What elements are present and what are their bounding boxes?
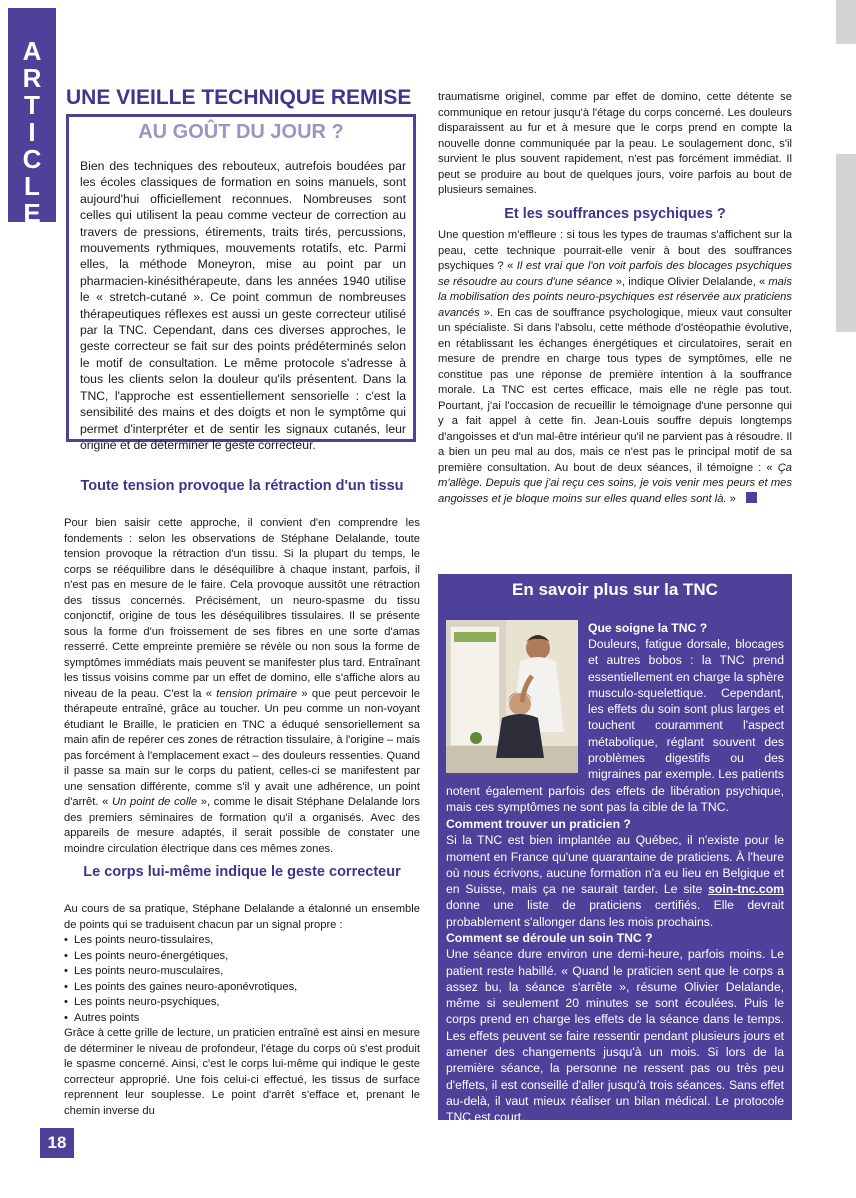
sidebar-q3-block (446, 930, 784, 1126)
article-subtitle: AU GOÛT DU JOUR ? (138, 121, 344, 143)
list-item: • Les points neuro-musculaires, (64, 964, 420, 980)
section-body-tension: Pour bien saisir cette approche, il convient d'en comprendre les fondements : selon les observations de Stéphane Delalande, toute tension provoque la rétraction d'un tissu. Si la plupart du temps, le corps se rééquilibre dans le déséquilibre à chaque instant, parfois, il n'est pas en mesure de le faire. Cela provoque aussitôt une rétraction des tissus concernés. Précisément, un neuro-spasme du tissu conjonctif, origine de tous les déséquilibres tissulaires. Il se présente sous la forme d'un froissement de ses fibres en une sorte d'amas resserré. Cette empreinte première se révèle ou non sous la forme de symptômes immédiats mais peuvent se manifester plus tard. Entraînant les tissus voisins comme par un effet de domino, elle s'affiche alors au niveau de la peau. C'est la « tension primaire » que peut percevoir le thérapeute entraîné, grâce au toucher. Un peu comme un non-voyant étudiant le Braille, le praticien en TNC a éduqué sensoriellement sa main afin de repérer ces zones de rétraction tissulaire, à l'origine – mais pas forcément à l'emplacement exact – des douleurs ressenties. Quand il passe sa main sur le corps du patient, celles-ci se manifestent par une sensation différente, comme s'il y avait une adhérence, un point d'arrêt. « Un point de colle », comme le disait Stéphane Delalande lors des premiers séminaires de formation qu'il a organisés. Avec des appareils de mesure adaptés, il serait possible de constater une moindre circulation électrique dans ces mêmes zones. (64, 517, 420, 855)
list-item: • Les points neuro-énergétiques, (64, 949, 420, 965)
side-tab-letter: L (24, 171, 40, 201)
points-list (64, 933, 420, 1026)
side-tab-letter: A (22, 36, 42, 66)
article-title: UNE VIEILLE TECHNIQUE REMISE (66, 86, 412, 109)
sidebar-q1-block (588, 620, 784, 636)
sidebar-answer-1: Douleurs, fatigue dorsale, blocages et autres bobos : la TNC prend essentiellement en charge la sphère musculo-squelettique. Cependant, les effets du soin sont plus larges et touchent couramment l'aspect métabolique, réglant souvent des problèmes digestifs ou des migraines par exemple. Les patients notent également parfois des effets de libération psychique, mais ces symptômes ne sont pas la cible de la TNC. (446, 637, 784, 814)
list-item: • Les points neuro-tissulaires, (64, 933, 420, 949)
sidebar-title: En savoir plus sur la TNC (512, 580, 718, 599)
end-of-article-square-icon (746, 492, 757, 503)
list-item: • Autres points (64, 1011, 420, 1027)
sidebar-question-2: Comment trouver un praticien ? (446, 817, 631, 831)
section-heading-psychiques: Et les souffrances psychiques ? (504, 206, 726, 222)
intro-paragraph: Bien des techniques des rebouteux, autrefois boudées par les écoles classiques de formation en soins manuels, sont aujourd'hui officiellement reconnues. Nombreuses sont celles qui utilisent la peau comme vecteur de correction au travers de pressions, étirements, traits tirés, percussions, mouvements rythmiques, mouvements rotatifs, etc. Parmi elles, la méthode Moneyron, mise au point par un pharmacien-kinésithérapeute, dans les années 1940 utilise le « stretch-cutané ». Ce point commun de nombreuses thérapeutiques réflexes est aussi un geste correcteur utilisé par la TNC. Cependant, dans ces diverses approches, le geste correcteur se fait sur des points prédéterminés selon le motif de consultation. Le même protocole s'adresse à tous les clients selon la douleur qu'ils présentent. Dans la TNC, l'approche est essentiellement sensorielle : c'est la sensibilité des mains et des doigts et non le symptôme qui permet d'interpréter et de sentir les signaux cutanés, leur origine et de déterminer le geste correcteur. (80, 159, 406, 452)
side-tab-letter: C (22, 144, 42, 174)
side-tab-letter: T (24, 90, 40, 120)
page-edge-bar-top (836, 0, 856, 44)
side-tab-letter: R (22, 63, 42, 93)
side-tab-letter: I (28, 117, 36, 147)
section-heading-tension: Toute tension provoque la rétraction d'un tissu (80, 478, 404, 494)
side-tab-letter: E (23, 198, 41, 228)
article-side-tab (8, 8, 56, 228)
list-item: • Les points des gaines neuro-aponévrotiques, (64, 980, 420, 996)
sidebar-question-1: Que soigne la TNC ? (588, 621, 708, 635)
sidebar-answer-3: Une séance dure environ une demi-heure, parfois moins. Le patient reste habillé. « Quand le praticien sent que le corps a assez bu, la séance s'arrête », résume Olivier Delalande, même si seulement 20 minutes se sont écoulées. Puis le corps prend en charge les effets de la séance dans le temps. Les effets peuvent se faire ressentir pendant plusieurs jours et amener des changements jusqu'à un mois. Si lors de la première séance, la personne ne ressent pas ou très peu d'effets, il est conseillé d'aller jusqu'à trois séances. Sans effet au-delà, il vaut mieux réaliser un bilan médical. Le protocole TNC est court. (446, 947, 784, 1125)
sidebar-answer-2: Si la TNC est bien implantée au Québec, il n'existe pour le moment en France qu'une quarantaine de praticiens. À l'heure où nous écrivons, aucune formation n'a eu lieu en Belgique et en Suisse, mais ça ne saurait tarder. Le site soin-tnc.com donne une liste de praticiens certifiés. Elle devrait probablement s'allonger dans les mois prochains. (446, 833, 784, 929)
continued-paragraph: traumatisme originel, comme par effet de domino, cette détente se communique en retour jusqu'à l'étage du corps concerné. Les douleurs disparaissent au fur et à mesure que le corps prend en compte la nouvelle donne communiquée par la peau. Le soulagement donc, s'il survient le plus souvent rapidement, n'est pas forcément immédiat. Il peut se produire au bout de quelques jours, voire parfois au bout de plusieurs semaines. (438, 91, 792, 196)
section-body-geste: Au cours de sa pratique, Stéphane Delalande a étalonné un ensemble de points qui se traduisent chacun par un signal propre : • Les points neuro-tissulaires, • Les points neuro-énergétiques, • Les points neuro-musculaires, • Les points des gaines neuro-aponévrotiques, • Les points neuro-psychiques, • Autres points Grâce à cette grille de lecture, un praticien entraîné est ainsi en mesure de déterminer le niveau de profondeur, l'étage du corps où s'est produit le spasme concerné. Ainsi, c'est le corps lui-même qui indique le geste correcteur approprié. Une fois celui-ci effectué, les tissus de surface reprennent leur souplesse. Le point d'arrêt s'efface et, prenant le chemin inverse du (64, 902, 420, 1119)
sidebar-q2-block (446, 816, 784, 930)
soin-tnc-link[interactable]: soin-tnc.com (708, 882, 784, 897)
section-heading-geste: Le corps lui-même indique le geste correcteur (83, 864, 401, 880)
list-item: • Les points neuro-psychiques, (64, 995, 420, 1011)
section-body-psychiques: Une question m'effleure : si tous les types de traumas s'affichent sur la peau, cette technique pourrait-elle venir à bout des souffrances psychiques ? « Il est vrai que l'on voit parfois des blocages psychiques se résoudre au cours d'une séance », indique Olivier Delalande, « mais la mobilisation des points neuro-psychiques est réservée aux praticiens avancés ». En cas de souffrance psychologique, mieux vaut consulter un spécialiste. Si dans l'absolu, cette méthode d'ostéopathie évolutive, en rétablissant les échanges énergétiques et circulatoires, serait en mesure de prendre en charge tous types de symptômes, elle ne constitue pas une réponse de première intention à la souffrance morale. La TNC est certes efficace, mais elle ne règle pas tout. Pourtant, j'ai l'occasion de recueillir le témoignage d'une personne qui y a fait appel à cette fin. Jean-Louis souffre depuis longtemps d'angoisses et d'un mal-être intérieur qu'il ne parvient pas à résoudre. Il a bien un peu mal au dos, mais ce n'est pas le principal motif de sa première consultation. Au bout de deux séances, il témoigne : « Ça m'allège. Depuis que j'ai reçu ces soins, je vois venir mes peurs et mes angoisses et je bloque moins sur elles quand elles sont là. » (438, 229, 792, 505)
page-number: 18 (40, 1128, 74, 1158)
page-edge-bar-middle (836, 154, 856, 332)
sidebar-question-3: Comment se déroule un soin TNC ? (446, 931, 653, 945)
